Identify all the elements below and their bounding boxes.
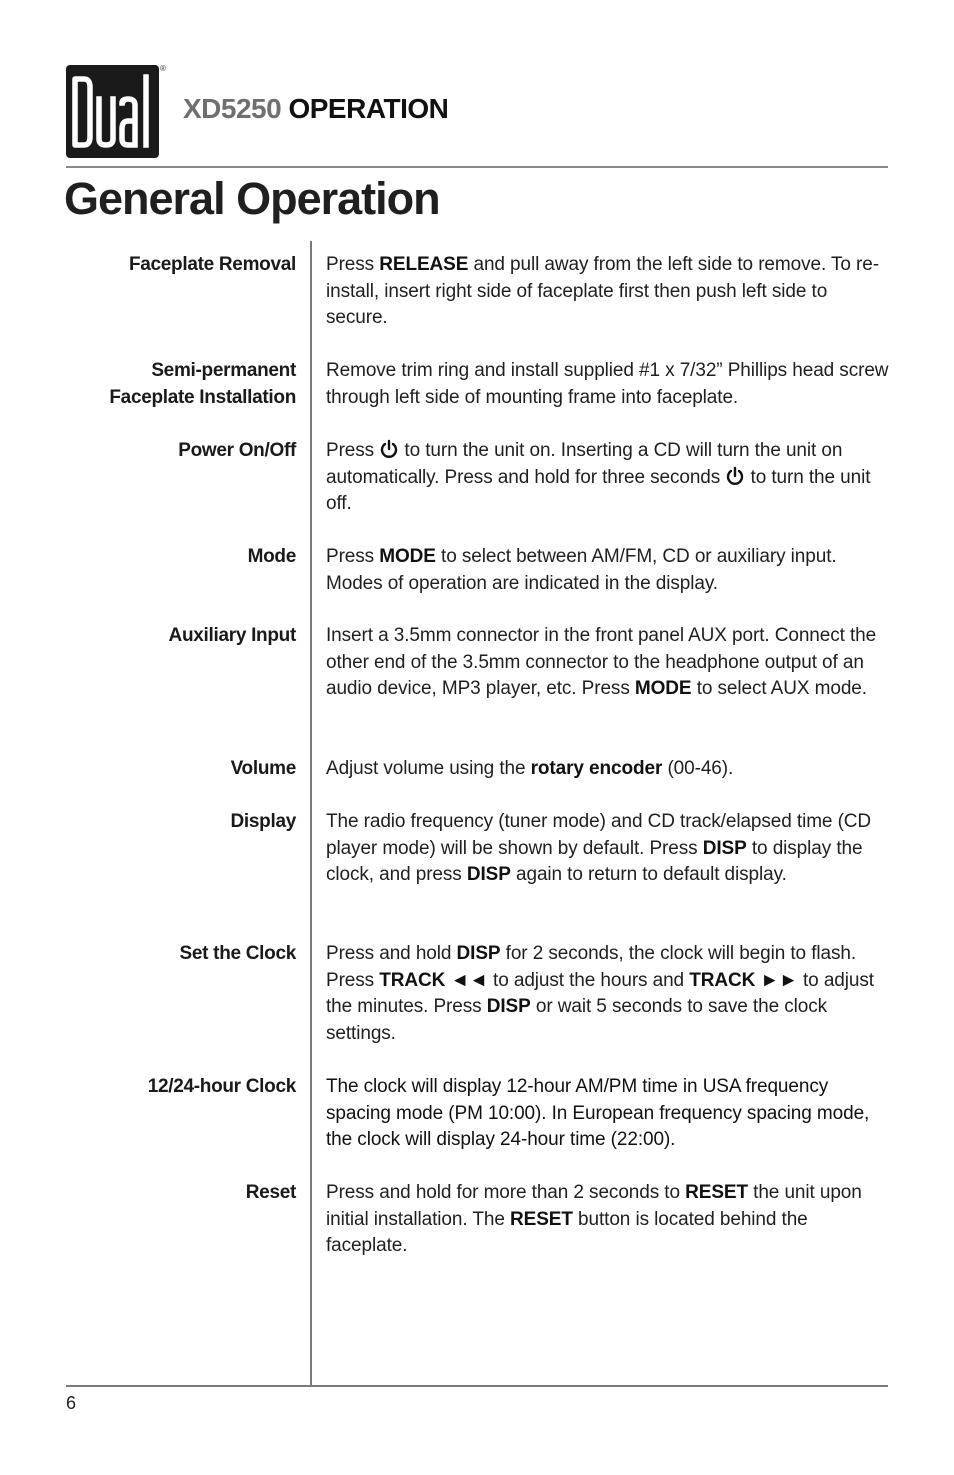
page-title: General Operation [64,173,440,224]
section-label: Mode [247,546,296,567]
section-label: Display [230,811,296,832]
section-text: Insert a 3.5mm connector in the front panel AUX port. Connect the other end of the 3.5mm connector to the headphone output of an audio device, MP3 player, etc. Press MODE to select AUX mode. [326,625,877,699]
section-text: The radio frequency (tuner mode) and CD track/elapsed time (CD player mode) will be shown by default. Press DISP to display the clock, and press DISP again to return to default display. [326,811,872,885]
header-title [183,93,448,125]
section-label: 12/24-hour Clock [147,1076,296,1097]
section-label: Set the Clock [179,943,296,964]
section-label: Volume [230,758,296,779]
model-number: XD5250 [183,93,282,124]
section-text: Press to turn the unit on. Inserting a CD will turn the unit on automatically. Press and hold for three seconds to turn the unit off. [326,440,871,514]
column-divider [310,241,312,1386]
section-label: Power On/Off [178,440,296,461]
section-text: Press RELEASE and pull away from the left side to remove. To re-install, insert right side of faceplate first then push left side to secure. [326,254,879,328]
dual-logo [66,65,159,158]
section-text: Press and hold for more than 2 seconds to RESET the unit upon initial installation. The RESET button is located behind the faceplate. [326,1182,862,1256]
section-text: Press and hold DISP for 2 seconds, the clock will begin to flash. Press TRACK ◄◄ to adjust the hours and TRACK ►► to adjust the minutes. Press DISP or wait 5 seconds to save the clock settings. [326,943,874,1044]
registered-mark: ® [160,64,166,73]
page-number: 6 [66,1393,77,1413]
section-label: Semi-permanent Faceplate Installation [109,360,296,408]
section-label: Reset [245,1182,296,1203]
power-icon [725,466,745,486]
section-text: Remove trim ring and install supplied #1 x 7/32” Phillips head screw through left side of mounting frame into faceplate. [326,360,889,408]
header-divider [66,166,888,168]
header-subtitle: OPERATION [288,93,449,124]
power-icon [379,439,399,459]
footer-divider [66,1385,888,1387]
section-text: The clock will display 12-hour AM/PM time in USA frequency spacing mode (PM 10:00). In European frequency spacing mode, the clock will display 24-hour time (22:00). [326,1076,870,1150]
dual-logo-wordmark [66,65,159,158]
section-label: Auxiliary Input [168,625,296,646]
section-text: Adjust volume using the rotary encoder (00-46). [326,758,734,779]
section-label: Faceplate Removal [128,254,296,275]
section-text: Press MODE to select between AM/FM, CD or auxiliary input. Modes of operation are indicated in the display. [326,546,837,594]
